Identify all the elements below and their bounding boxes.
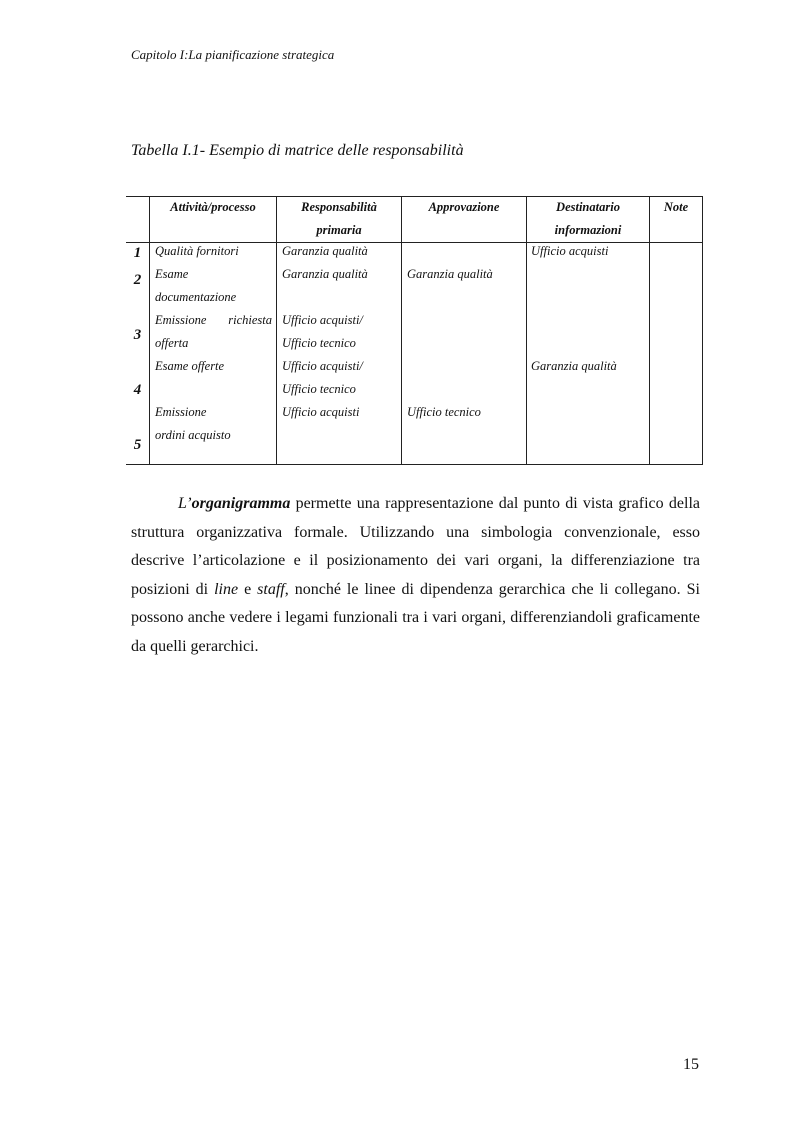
activity-cell: ordini acquisto (155, 428, 231, 442)
recipient-cell: Garanzia qualità (531, 359, 617, 373)
responsibility-cell: Garanzia qualità (282, 244, 368, 258)
table-caption: Tabella I.1- Esempio di matrice delle responsabilità (131, 142, 464, 159)
row-number: 1 (133, 245, 142, 261)
row-number: 4 (133, 382, 142, 398)
header-approval: Approvazione (428, 200, 500, 214)
header-responsibility: Responsabilità (301, 200, 377, 214)
table-column-divider (149, 196, 150, 465)
activity-cell: documentazione (155, 290, 237, 304)
responsibility-cell: Ufficio tecnico (282, 336, 356, 350)
activity-cell: offerta (155, 336, 189, 350)
table-column-divider (401, 196, 402, 465)
body-paragraph (131, 490, 700, 661)
approval-cell: Ufficio tecnico (407, 405, 481, 419)
staff-term: staff (257, 580, 285, 598)
activity-cell: Esame offerte (155, 359, 225, 373)
responsibility-cell: Ufficio acquisti/ (282, 313, 363, 327)
header-recipient-line2: informazioni (554, 223, 622, 237)
activity-cell: Emissione (155, 405, 207, 419)
table-column-divider (649, 196, 650, 465)
table-bottom-rule (126, 464, 703, 465)
paragraph-text: e (238, 580, 258, 598)
organigramma-term: organigramma (191, 495, 291, 512)
responsibility-cell: Ufficio acquisti/ (282, 359, 363, 373)
page-number: 15 (683, 1056, 699, 1073)
header-activity: Attività/processo (170, 200, 256, 214)
paragraph-text: , nonché le linee di dipendenza gerarchica che li collegano. Si possono anche vedere i legami funzionali tra i vari organi, differenziandoli graficamente da quelli gerarchici. (131, 580, 700, 655)
responsibility-matrix-table (126, 196, 703, 465)
table-right-border (702, 196, 703, 465)
header-responsibility-line2: primaria (316, 223, 362, 237)
activity-cell: richiesta (228, 313, 272, 327)
header-recipient: Destinatario (556, 200, 620, 214)
activity-cell: Emissione (155, 313, 207, 327)
responsibility-cell: Garanzia qualità (282, 267, 368, 281)
row-number: 3 (133, 327, 142, 343)
organigramma-prefix: L’ (178, 495, 192, 512)
activity-cell: Esame (155, 267, 189, 281)
responsibility-cell: Ufficio tecnico (282, 382, 356, 396)
paragraph-text: permette una rappresentazione dal punto di vista grafico della struttura organizzativa formale. Utilizzando una simbologia convenzionale, esso descrive l’articolazione e il posizionamento dei vari organi, la differenziazione tra posizioni di (131, 495, 700, 598)
recipient-cell: Ufficio acquisti (531, 244, 609, 258)
line-term: line (214, 580, 239, 598)
activity-cell: Qualità fornitori (155, 244, 239, 258)
approval-cell: Garanzia qualità (407, 267, 493, 281)
responsibility-cell: Ufficio acquisti (282, 405, 360, 419)
row-number: 2 (133, 272, 142, 288)
running-head: Capitolo I:La pianificazione strategica (131, 47, 335, 62)
row-number: 5 (133, 437, 142, 453)
header-notes: Note (663, 200, 689, 214)
